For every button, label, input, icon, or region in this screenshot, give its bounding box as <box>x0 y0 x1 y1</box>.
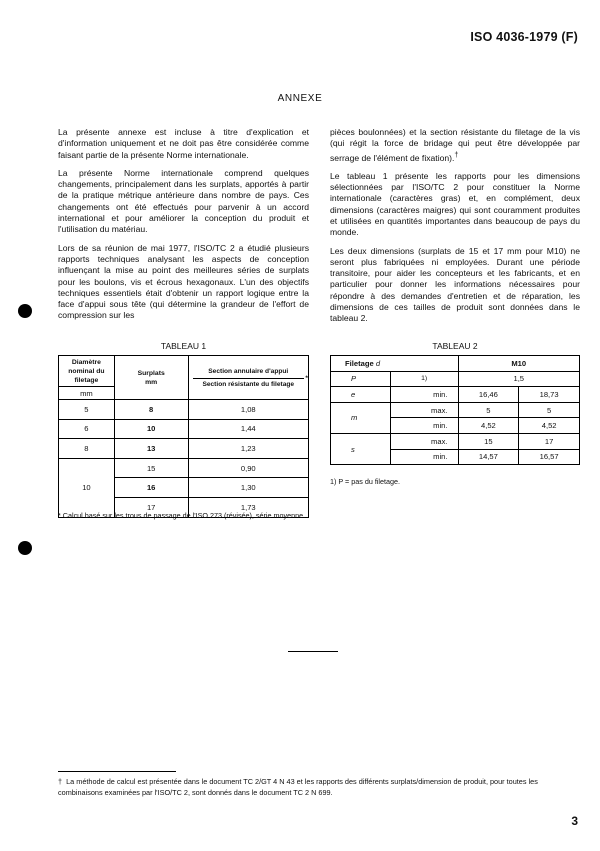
table-row <box>59 419 309 439</box>
standard-header: ISO 4036-1979 (F) <box>470 30 578 44</box>
surplat-cell: 13 <box>114 439 188 459</box>
ratio-cell: 0,90 <box>188 458 308 478</box>
value-cell: 5 <box>519 402 580 418</box>
value-cell: 16,46 <box>458 387 519 403</box>
value-cell: 15 <box>458 433 519 449</box>
punch-hole-icon <box>18 304 32 318</box>
table2-header-value: M10 <box>458 356 579 372</box>
table2-footnote: 1) P = pas du filetage. <box>330 477 400 486</box>
table-row <box>331 387 580 403</box>
value-cell: 18,73 <box>519 387 580 403</box>
section-ratio-header <box>189 368 308 388</box>
paragraph: La présente Norme internationale comprend quelques changements, principalement dans les surplats, apportés à partir de la pratique métrique antérieure dans nombre de pays. Ces changements ont été effectués pour parvenir à un accord international et pour améliorer la conception du produit et l'utilisation du matériau. <box>58 167 309 235</box>
value-cell: 5 <box>458 402 519 418</box>
paragraph-text: pièces boulonnées) et la section résistante du filetage de la vis (qui régit la force de bridage qui peut être développée par serrage de l'élément de fixation). <box>330 127 580 163</box>
max-label: max. <box>390 433 458 449</box>
punch-hole-icon <box>18 541 32 555</box>
col2-unit: mm <box>145 378 158 386</box>
table1-footnote: * Calcul basé sur les trous de passage de l'ISO 273 (révisée), série moyenne. <box>58 511 306 520</box>
left-column <box>58 127 309 329</box>
footnote-mark: † <box>454 150 459 159</box>
paragraph: Le tableau 1 présente les rapports pour les dimensions sélectionnées par l'ISO/TC 2 pour constituer la Norme internationale (caractères gras) et, en complément, deux dimensions (caractères maigres) qui sont couramment produites et utilisées en quantités importantes dans beaucoup de pays du monde. <box>330 170 580 238</box>
row-label <box>331 433 391 464</box>
value-cell: 14,57 <box>458 449 519 465</box>
var-label: e <box>351 389 356 399</box>
surplat-cell: 17 <box>114 497 188 517</box>
footnote-text: La méthode de calcul est présentée dans le document TC 2/GT 4 N 43 et les rapports des différents surplats/dimension de produit, pour toutes les combinaisons examinées par l'ISO/TC 2, sont donnés dans le document TC 2 N 699. <box>58 777 538 797</box>
annex-title: ANNEXE <box>277 93 323 104</box>
footnote-mark: † <box>58 777 63 786</box>
p-value-cell: 1,5 <box>458 371 579 387</box>
min-label: min. <box>390 449 458 465</box>
table2-header-label <box>331 356 459 372</box>
var-label: P <box>351 374 357 384</box>
header-label-text: Filetage <box>345 358 374 368</box>
ratio-cell: 1,23 <box>188 439 308 459</box>
var-label: m <box>351 413 358 423</box>
col2-title: Surplats <box>137 369 165 377</box>
value-cell: 4,52 <box>458 418 519 434</box>
table-row <box>331 402 580 418</box>
table1-col2-header <box>114 356 188 400</box>
surplat-cell: 10 <box>114 419 188 439</box>
paragraph <box>330 127 580 164</box>
footnote-rule <box>58 771 176 772</box>
ratio-mark: * <box>305 374 308 382</box>
ratio-cell: 1,44 <box>188 419 308 439</box>
table2-caption: TABLEAU 2 <box>432 341 478 351</box>
table-row <box>331 371 580 387</box>
value-cell: 17 <box>519 433 580 449</box>
divider <box>288 651 338 652</box>
table1-caption: TABLEAU 1 <box>160 341 207 351</box>
paragraph: Les deux dimensions (surplats de 15 et 17 mm pour M10) ne seront plus fabriquées ni employées. Durant une période transitoire, pour aider les concepteurs et les fabricants, et en particulier pour donner les informations nécessaires pour répondre à des demandes d'entretien et de réparation, les dimensions de ces tailles de produit sont données dans le tableau 2. <box>330 245 580 324</box>
value-cell: 16,57 <box>519 449 580 465</box>
page-number: 3 <box>571 814 578 828</box>
row-note: 1) <box>390 371 458 387</box>
ratio-cell: 1,08 <box>188 400 308 420</box>
header-var: d <box>375 358 381 368</box>
surplat-cell: 15 <box>114 458 188 478</box>
ratio-denominator: Section résistante du filetage <box>193 378 304 388</box>
min-label: min. <box>390 418 458 434</box>
min-label: min. <box>390 387 458 403</box>
table1-col1-header: Diamètre nominal du filetage <box>59 356 115 387</box>
ratio-numerator: Section annulaire d'appui <box>208 367 289 375</box>
surplat-cell: 8 <box>114 400 188 420</box>
paragraph: Lors de sa réunion de mai 1977, l'ISO/TC 2 a étudié plusieurs rapports techniques analysant les aspects de conception influençant la mise au point des meilleures séries de surplats pour les boulons, vis et écrous hexagonaux. L'un des objectifs techniques essentiels était d'obtenir un rapport logique entre la face d'appui sous tête (qui détermine la grandeur de l'effort de compression sur les <box>58 242 309 321</box>
diameter-cell: 6 <box>59 419 115 439</box>
table2 <box>330 355 580 465</box>
table-row <box>59 400 309 420</box>
ratio-cell: 1,30 <box>188 478 308 498</box>
table1-col1-unit: mm <box>59 387 115 400</box>
value-cell: 4,52 <box>519 418 580 434</box>
table-row <box>331 433 580 449</box>
ratio-cell: 1,73 <box>188 497 308 517</box>
diameter-cell: 10 <box>59 458 115 517</box>
table1 <box>58 355 309 518</box>
var-label: s <box>351 444 355 454</box>
diameter-cell: 5 <box>59 400 115 420</box>
row-label <box>331 402 391 433</box>
right-column <box>330 127 580 332</box>
surplat-cell: 16 <box>114 478 188 498</box>
paragraph: La présente annexe est incluse à titre d'explication et d'information uniquement et ne doit pas être considérée comme faisant partie de la présente Norme internationale. <box>58 127 309 160</box>
row-label <box>331 387 391 403</box>
page-footnote <box>58 776 578 798</box>
table-row <box>59 458 309 478</box>
diameter-cell: 8 <box>59 439 115 459</box>
max-label: max. <box>390 402 458 418</box>
table-row <box>59 439 309 459</box>
row-label <box>331 371 391 387</box>
table1-col3-header <box>188 356 308 400</box>
